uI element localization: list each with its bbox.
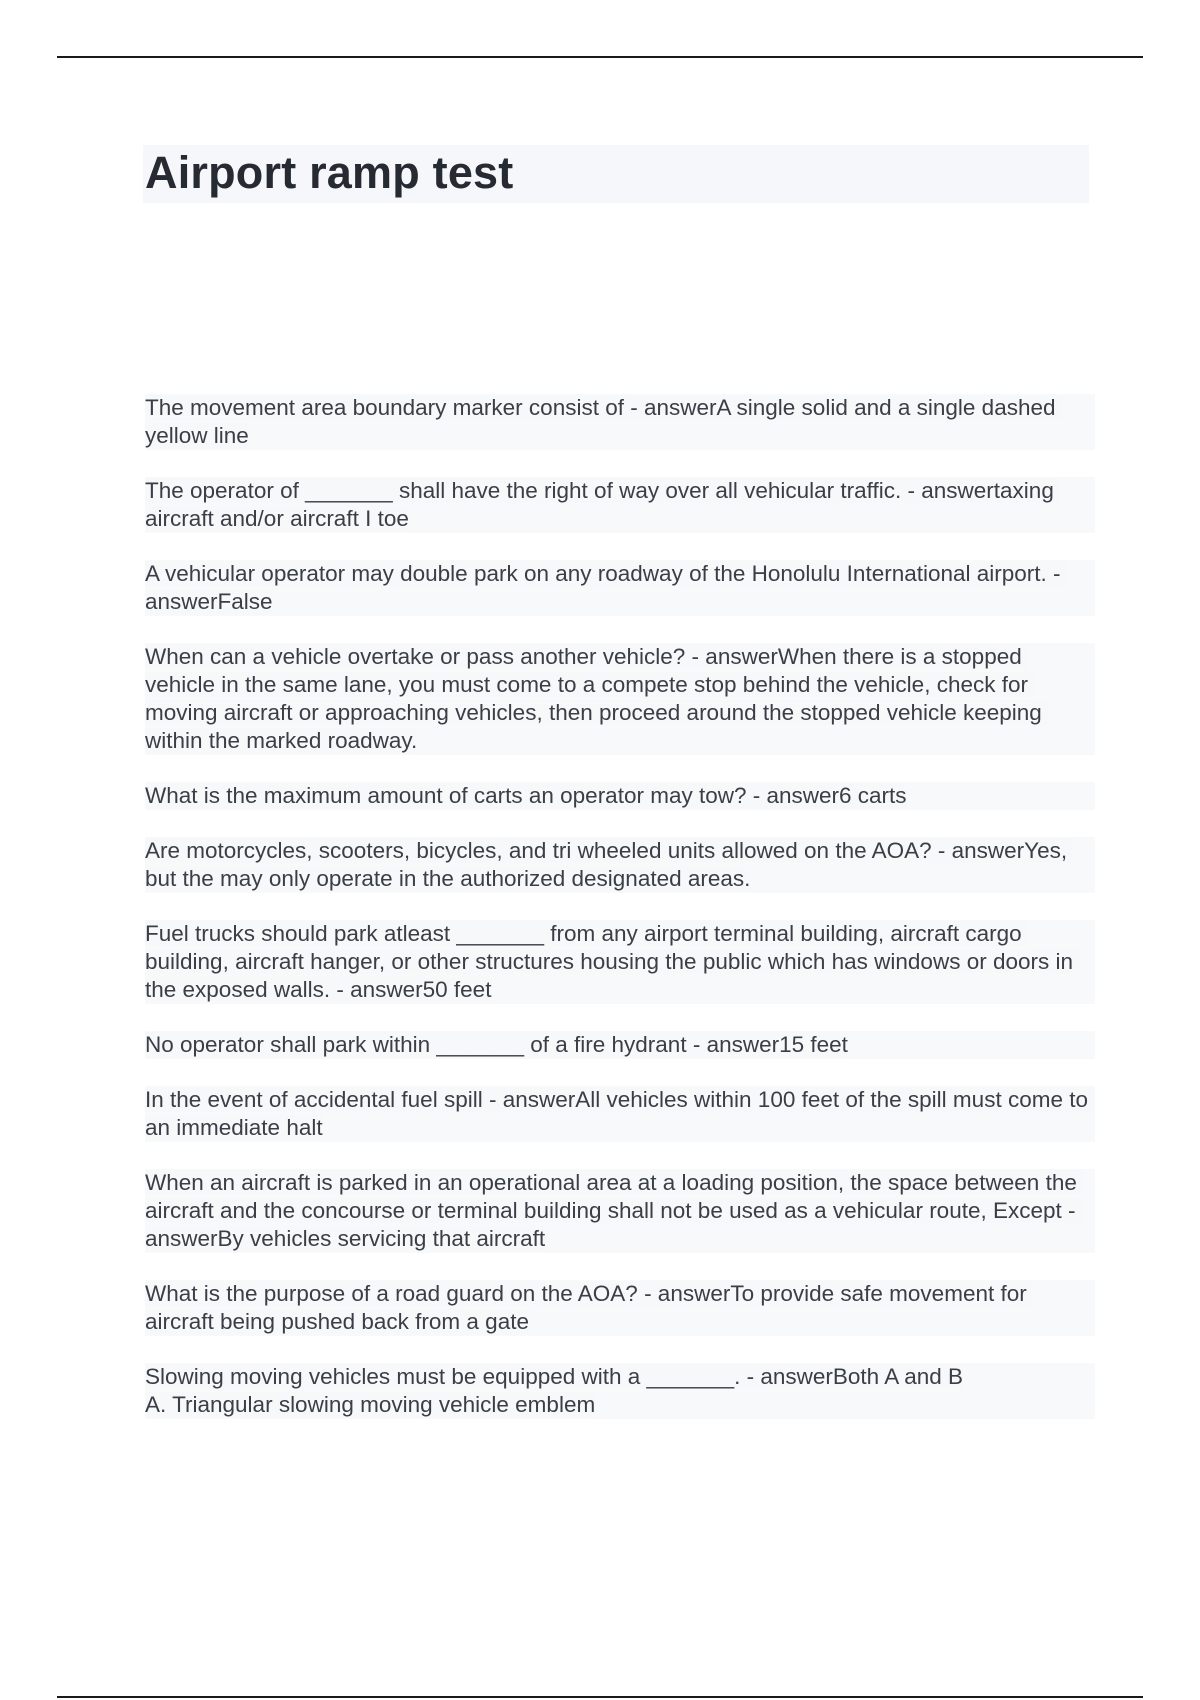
qa-item: What is the purpose of a road guard on the AOA? - answerTo provide safe movement for aircraft being pushed back from a gate [145,1280,1095,1336]
qa-list [145,394,1095,1446]
qa-item: In the event of accidental fuel spill - answerAll vehicles within 100 feet of the spill must come to an immediate halt [145,1087,1095,1140]
page-title: Airport ramp test [145,147,514,198]
top-rule [57,56,1143,58]
qa-item: The operator of _______ shall have the right of way over all vehicular traffic. - answertaxing aircraft and/or aircraft I toe [145,477,1095,533]
qa-item: When can a vehicle overtake or pass another vehicle? - answerWhen there is a stopped vehicle in the same lane, you must come to a compete stop behind the vehicle, check for moving aircraft or approaching vehicles, then proceed around the stopped vehicle keeping within the marked roadway. [145,643,1095,755]
qa-item: What is the maximum amount of carts an operator may tow? - answer6 carts [145,782,1095,810]
qa-item: The movement area boundary marker consist of - answerA single solid and a single dashed yellow line [145,394,1095,450]
qa-item: When an aircraft is parked in an operational area at a loading position, the space between the aircraft and the concourse or terminal building shall not be used as a vehicular route, Except - answerBy vehicles servicing that aircraft [145,1169,1095,1253]
qa-item: Are motorcycles, scooters, bicycles, and tri wheeled units allowed on the AOA? - answerYes, but the may only operate in the authorized designated areas. [145,837,1095,893]
qa-item: Fuel trucks should park atleast _______ from any airport terminal building, aircraft cargo building, aircraft hanger, or other structures housing the public which has windows or doors in the exposed walls. - answer50 feet [145,920,1095,1004]
qa-item: Slowing moving vehicles must be equipped with a _______. - answerBoth A and B A. Triangular slowing moving vehicle emblem [145,1363,1095,1419]
qa-item: No operator shall park within _______ of a fire hydrant - answer15 feet [145,1031,1095,1059]
qa-item: A vehicular operator may double park on any roadway of the Honolulu International airport. - answerFalse [145,560,1095,616]
bottom-rule [57,1696,1143,1698]
